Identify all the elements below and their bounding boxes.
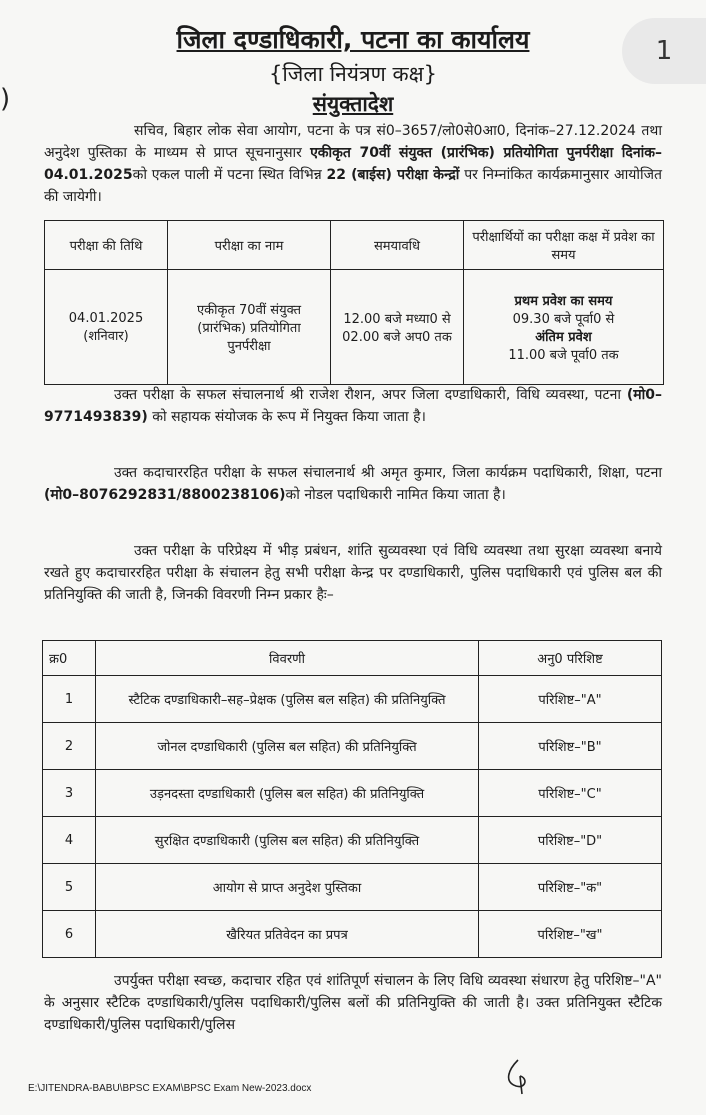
table-row [43, 723, 662, 770]
schedule-table [44, 220, 664, 385]
table-row [43, 817, 662, 864]
table-row [43, 676, 662, 723]
para3-text-b: को नोडल पदाधिकारी नामित किया जाता है। [285, 487, 506, 503]
margin-mark: ) [0, 84, 11, 114]
row-serial: 3 [43, 770, 96, 817]
row-serial: 6 [43, 911, 96, 958]
para2-phone: (मो0–9771493839) [44, 387, 662, 425]
header-entry-time: परीक्षार्थियों का परीक्षा कक्ष में प्रवेश का समय [464, 221, 664, 270]
entry-time-cell [464, 270, 664, 385]
header-duration: समयावधि [331, 221, 464, 270]
exam-day: (शनिवार) [83, 328, 129, 344]
para2-text-a: उक्त परीक्षा के सफल संचालनार्थ श्री राजेश रौशन, अपर जिला दण्डाधिकारी, विधि व्यवस्था, पटना [114, 387, 627, 403]
control-room-subtitle: {जिला नियंत्रण कक्ष} [268, 62, 437, 86]
annexure-header-row [43, 641, 662, 676]
row-annexure: परिशिष्ट–"ख" [479, 911, 662, 958]
order-title: संयुक्तादेश [312, 92, 394, 116]
page-number-badge: 1 [622, 18, 706, 84]
row-annexure: परिशिष्ट–"D" [479, 817, 662, 864]
intro-text-c: पर निम्नांकित कार्यक्रमानुसार आयोजित की जायेगी। [44, 167, 662, 205]
header-exam-name: परीक्षा का नाम [168, 221, 331, 270]
header-description: विवरणी [96, 641, 479, 676]
row-description: आयोग से प्राप्त अनुदेश पुस्तिका [96, 864, 479, 911]
closing-paragraph: उपर्युक्त परीक्षा स्वच्छ, कदाचार रहित एवं शांतिपूर्ण संचालन के लिए विधि व्यवस्था संधारण हेतु परिशिष्ट–"A" के अनुसार स्टैटिक दण्डाधिकारी/पुलिस पदाधिकारी/पुलिस बलों की प्रतिनियुक्ति की जाती है। उक्त प्रतिनियुक्त स्टैटिक दण्डाधिकारी/पुलिस पदाधिकारी/पुलिस [44, 973, 662, 1033]
exam-duration-cell: 12.00 बजे मध्या0 से 02.00 बजे अप0 तक [331, 270, 464, 385]
header-annexure: अनु0 परिशिष्ट [479, 641, 662, 676]
header-date: परीक्षा की तिथि [45, 221, 168, 270]
para3-text-a: उक्त कदाचाररहित परीक्षा के सफल संचालनार्थ श्री अमृत कुमार, जिला कार्यक्रम पदाधिकारी, शिक्षा, पटना [114, 465, 662, 481]
first-entry-label: प्रथम प्रवेश का समय [514, 294, 613, 309]
first-entry-time: 09.30 बजे पूर्वा0 से [512, 312, 615, 327]
header-serial: क्र0 [43, 641, 96, 676]
exam-date: 04.01.2025 [68, 310, 144, 326]
exam-date-cell [45, 270, 168, 385]
exam-name-cell: एकीकृत 70वीं संयुक्त (प्रारंभिक) प्रतियोगिता पुनर्परीक्षा [168, 270, 331, 385]
schedule-header-row [45, 221, 664, 270]
annexure-table [42, 640, 662, 958]
row-annexure: परिशिष्ट–"B" [479, 723, 662, 770]
table-row [43, 864, 662, 911]
signature [498, 1056, 538, 1096]
intro-paragraph [44, 120, 662, 208]
file-path-footer: E:\JITENDRA-BABU\BPSC EXAM\BPSC Exam New-2023.docx [28, 1083, 312, 1094]
row-description: जोनल दण्डाधिकारी (पुलिस बल सहित) की प्रतिनियुक्ति [96, 723, 479, 770]
row-serial: 1 [43, 676, 96, 723]
row-description: सुरक्षित दण्डाधिकारी (पुलिस बल सहित) की प्रतिनियुक्ति [96, 817, 479, 864]
office-title: जिला दण्डाधिकारी, पटना का कार्यालय [176, 25, 530, 54]
row-serial: 4 [43, 817, 96, 864]
assistant-coordinator-paragraph [44, 384, 662, 428]
row-annexure: परिशिष्ट–"A" [479, 676, 662, 723]
intro-bold-b: 22 (बाईस) परीक्षा केन्द्रों [326, 167, 460, 183]
para3-phone: (मो0–8076292831/8800238106) [44, 487, 286, 503]
nodal-officer-paragraph [44, 462, 662, 506]
row-annexure: परिशिष्ट–"क" [479, 864, 662, 911]
row-description: उड़नदस्ता दण्डाधिकारी (पुलिस बल सहित) की प्रतिनियुक्ति [96, 770, 479, 817]
row-description: खैरियत प्रतिवेदन का प्रपत्र [96, 911, 479, 958]
intro-bold-a: एकीकृत 70वीं संयुक्त (प्रारंभिक) प्रतियोगिता पुनर्परीक्षा दिनांक–04.01.2025 [44, 145, 662, 183]
intro-text-a: सचिव, बिहार लोक सेवा आयोग, पटना के पत्र सं0–3657/लो0से0आ0, दिनांक–27.12.2024 तथा अनुदेश पुस्तिका के माध्यम से प्राप्त सूचनानुसार [44, 123, 662, 161]
table-row [43, 770, 662, 817]
row-description: स्टैटिक दण्डाधिकारी–सह–प्रेक्षक (पुलिस बल सहित) की प्रतिनियुक्ति [96, 676, 479, 723]
deployment-paragraph: उक्त परीक्षा के परिप्रेक्ष्य में भीड़ प्रबंधन, शांति सुव्यवस्था एवं विधि व्यवस्था तथा सुरक्षा व्यवस्था बनाये रखते हुए कदाचाररहित परीक्षा के संचालन हेतु सभी परीक्षा केन्द्र पर दण्डाधिकारी, पुलिस पदाधिकारी एवं पुलिस बल की प्रतिनियुक्ति की जाती है, जिनकी विवरणी निम्न प्रकार हैः– [44, 543, 662, 603]
last-entry-label: अंतिम प्रवेश [535, 330, 592, 345]
last-entry-time: 11.00 बजे पूर्वा0 तक [508, 348, 619, 363]
row-annexure: परिशिष्ट–"C" [479, 770, 662, 817]
intro-text-b: को एकल पाली में पटना स्थित विभिन्न [132, 167, 327, 183]
para2-text-b: को सहायक संयोजक के रूप में नियुक्त किया जाता है। [147, 409, 426, 425]
table-row [43, 911, 662, 958]
row-serial: 2 [43, 723, 96, 770]
row-serial: 5 [43, 864, 96, 911]
schedule-row [45, 270, 664, 385]
